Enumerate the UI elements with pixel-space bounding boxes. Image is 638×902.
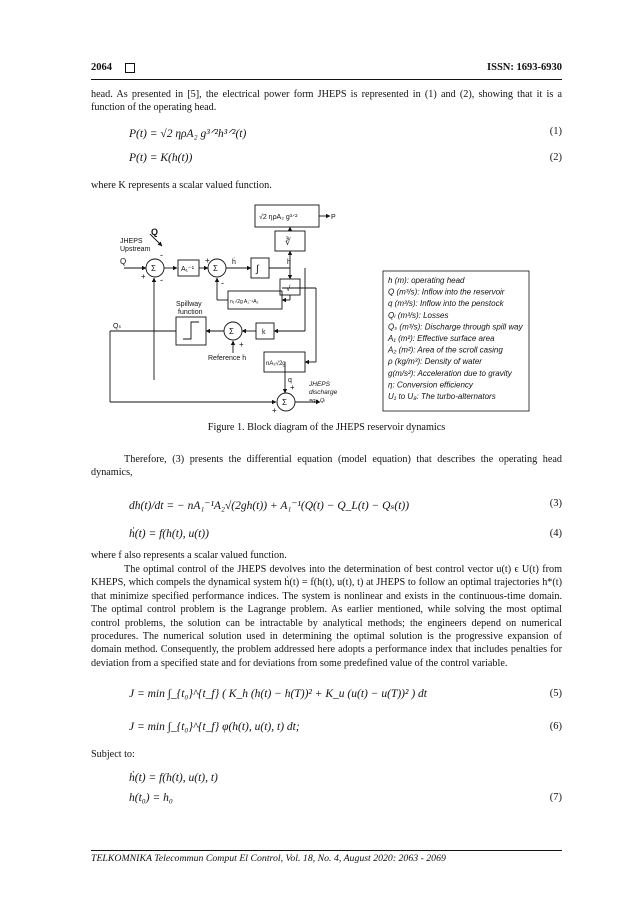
equation-1-body: P(t) = √2 ηρA₂ g³ᐟ²h³ᐟ²(t): [129, 128, 247, 140]
discharge-line3: =q+ Qₗ: [309, 398, 326, 404]
sum-4-symbol: Σ: [282, 398, 287, 407]
spillway-line1: Spillway: [176, 301, 202, 308]
sqrt-label: √: [286, 284, 291, 293]
reference-h-label: Reference h: [208, 355, 247, 362]
paragraph-1: head. As presented in [5], the electrical power form JHEPS is represented in (1) and (2), showing that it is a function of the operating head.: [91, 89, 562, 114]
equation-5-number: (5): [549, 688, 562, 699]
sum-3-symbol: Σ: [229, 327, 234, 336]
legend-item: η: Conversion efficiency: [388, 380, 473, 390]
legend-item: Qₗ (m³/s): Losses: [388, 310, 449, 320]
legend-item: A₂ (m²): Area of the scroll casing: [388, 345, 503, 355]
equation-7-line2: h(t₀) = h₀: [129, 792, 173, 804]
q-label: Q: [151, 227, 159, 237]
paragraph-3: Therefore, (3) presents the differential equation (model equation) that describes the operating head dynamics,: [91, 454, 562, 479]
page-number: 2064: [91, 62, 112, 73]
legend-item: U₁ to U₈: The turbo-alternators: [388, 392, 496, 401]
spillway-line2: function: [178, 309, 203, 316]
gain-block-label: n₁√2g A₁⁻¹A₂: [230, 299, 259, 305]
equation-3-body: dh(t)/dt = − nA₁⁻¹A₂√(2gh(t)) + A₁⁻¹(Q(t) − Q_L(t) − Qₛ(t)): [129, 500, 410, 512]
sum-2-symbol: Σ: [213, 264, 218, 273]
equation-7-number: (7): [549, 792, 562, 803]
discharge-line1: JHEPS: [309, 381, 330, 388]
equation-7: [129, 792, 562, 804]
equation-3: [129, 498, 562, 512]
inflow-q: Q: [120, 257, 127, 266]
figure-caption: Figure 1. Block diagram of the JHEPS reservoir dynamics: [207, 422, 446, 433]
power-output-label: P: [331, 214, 336, 221]
equation-5: [129, 688, 562, 700]
legend: [387, 276, 524, 401]
equation-2-body: P(t) = Κ(h(t)): [129, 152, 193, 164]
equation-4-number: (4): [549, 528, 562, 539]
legend-item: Qₛ (m³/s): Discharge through spill way: [388, 322, 523, 332]
plus-sign-5: +: [290, 383, 295, 392]
paragraph-5: Subject to:: [91, 749, 135, 760]
h-dot-label: ḣ: [232, 259, 236, 266]
a1-inverse-label: A₁⁻¹: [181, 266, 195, 273]
equation-4-body: ḣ(t) = f(h(t), u(t)): [129, 528, 209, 540]
paragraph-2: where K represents a scalar valued function.: [91, 180, 272, 191]
plus-sign-3: +: [239, 340, 244, 349]
q-small-label: q: [288, 377, 292, 384]
k-block-label: k: [262, 329, 266, 336]
na-block-label: nA₂√2g: [266, 361, 286, 367]
minus-sign-2: -: [160, 250, 163, 260]
integrator-block: [251, 258, 269, 278]
legend-item: h (m): operating head: [388, 276, 465, 285]
minus-sign-3: -: [221, 278, 224, 288]
power-block-label: √2 ηρA₂ g³ᐟ²: [259, 214, 298, 221]
footer: TELKOMNIKA Telecommun Comput El Control, Vol. 18, No. 4, August 2020: 2063 - 2069: [91, 853, 446, 864]
plus-sign-1: +: [141, 272, 146, 281]
footer-rule: [91, 850, 562, 851]
legend-item: A₁ (m²): Effective surface area: [388, 334, 495, 343]
equation-2-number: (2): [549, 152, 562, 163]
legend-item: g(m/s²): Acceleration due to gravity: [388, 368, 512, 378]
h-label: h: [287, 259, 291, 266]
equation-5-body: J = min ∫_{t₀}^{t_f} ( K_h (h(t) − h(T))² + K_u (u(t) − u(T))² ) dt: [129, 688, 427, 700]
equation-6: [129, 721, 562, 733]
sum-1-symbol: Σ: [151, 264, 156, 273]
issn: ISSN: 1693-6930: [487, 62, 562, 73]
equation-3-number: (3): [549, 498, 562, 509]
plus-sign-2: +: [205, 256, 210, 265]
equation-6-body: J = min ∫_{t₀}^{t_f} φ(h(t), u(t), t) dt;: [129, 721, 300, 733]
jheps-upstream-line2: Upstream: [120, 246, 151, 253]
qs-label: Qₛ: [113, 323, 122, 330]
legend-item: Q (m³/s): Inflow into the reservoir: [388, 287, 505, 297]
legend-item: q (m³/s): Inflow into the penstock: [388, 299, 504, 309]
equation-4: [129, 528, 562, 540]
minus-sign-1: -: [160, 275, 163, 285]
equation-7-line1: ḣ(t) = f(h(t), u(t), t): [129, 772, 218, 784]
legend-item: ρ (kg/m³): Density of water: [388, 357, 482, 367]
equation-1-number: (1): [549, 126, 562, 137]
jheps-upstream-line1: JHEPS: [120, 238, 143, 245]
paragraph-4b: The optimal control of the JHEPS devolves into the determination of best control vector u(t) ϵ U(t) from KHEPS, which compels the dynamical system ḣ(t) = f(h(t), u(t), t) at JHEPS to follow an optimal trajectories h*(t) that minimize specified performance indices. The system is nonlinear and exists in the continuous-time domain. The optimal control problem is the Lagrange problem. As earlier mentioned, while solving the most optimal control problems, the solution can be intractable by analytical methods; the engineers depend on numerical procedures. The numerical solution used in determining the optimal solution is the progressive expansion of domain method. Consequently, the problem addressed here adopts a performance index that includes penalties for deviation from a specified state and for deviations from some predefined value of the control variable.: [91, 564, 562, 669]
cube-root-label: ∛: [285, 237, 291, 247]
equation-6-number: (6): [549, 721, 562, 732]
paragraph-4a: where f also represents a scalar valued function.: [91, 550, 287, 561]
integral-symbol: ∫: [256, 264, 259, 275]
plus-sign-4: +: [272, 406, 277, 415]
discharge-line2: discharge: [309, 389, 338, 396]
